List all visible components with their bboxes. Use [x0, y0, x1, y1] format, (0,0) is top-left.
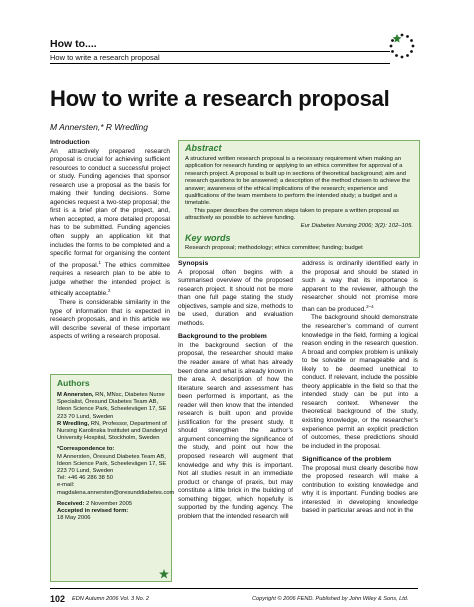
- intro-heading: Introduction: [50, 139, 90, 146]
- abstract-body: [185, 156, 413, 230]
- author-2: R Wredling, RN, Professor, Department of Nursing Karolinska Institutet and Danderyd University Hospital, Stockholm, Sweden: [57, 420, 168, 442]
- keywords-text: Research proposal; methodology; ethics committee; funding; budget: [185, 245, 363, 251]
- abstract-paragraph-1: A structured written research proposal is a necessary requirement when making an application for research funding or applying to an ethics committee for approval of a research project. A proposal is built up in sections of theoretical background; aim and research questions to be answered; a description of the method chosen to achieve the answer; awareness of the ethical implications of the research; experience and qualifications of the team members to perform the intended study; a budget and a timetable.: [185, 156, 410, 207]
- significance-paragraph: The proposal must clearly describe how the proposed research will make a contribution to existing knowledge and why it is important. Funding bodies are interested in developing knowledge based in particular areas and not in the: [302, 464, 418, 515]
- keywords-heading: Key words: [185, 233, 231, 243]
- accepted-date: 18 May 2006: [57, 515, 91, 522]
- header-rule-bottom: [50, 63, 390, 64]
- significance-heading: Significance of the problem: [302, 456, 392, 464]
- right-paragraph-2: The background should demonstrate the researcher’s command of current knowledge in the field, forming a logical reason ending in the research question. A broad and complex problem is unlikely to be solvable or manageable and is likely to be deemed unethical to conduct. If relevant, include the possible theory applicable in the field so that the intended study can be put into a research context. Whenever the theoretical background of the study, existing knowledge, or the researcher’s experience permit an explicit prediction of outcomes, these predictions should be included in the proposal.: [302, 314, 418, 450]
- star-icon: [159, 569, 169, 579]
- intro-paragraph-2: There is considerable similarity in the type of information that is expected in research proposals, and in this article we will describe several of these important aspects of writing a research proposal.: [50, 299, 170, 341]
- background-paragraph: In the background section of the proposal, the researcher should make the reader aware of what has already been done and what is already known in the area. A description of how the literature search and assessment has been performed is important, as the reader will then know that the intended research is built upon and provide justification for the present study. It should strengthen the author’s argument concerning the significance of the study, and point out how the proposed research will augment that knowledge and why this is important. Not all studies result in an immediate product or change of praxis, but may constitute a little brick in the building of something bigger, which hopefully is supported by the funding agency. The problem that the intended research will: [178, 341, 293, 520]
- background-heading: Background to the problem: [178, 333, 267, 341]
- journal-issue: EDN Autumn 2006 Vol. 3 No. 2: [72, 596, 150, 602]
- section-subtitle: How to write a research proposal: [50, 53, 160, 62]
- abstract-heading: Abstract: [185, 143, 222, 153]
- abstract-box: [178, 140, 420, 258]
- intro-paragraph-1: An attractively prepared research proposal is crucial for achieving sufficient resources to conduct a successful project or study. Funding agencies that sponsor research use a proposal as the basis for making their funding decisions. Some agencies request a two-step proposal; the first is a brief plan of the project, and, when accepted, a more detailed proposal has to be submitted. Funding agencies often supply an application kit that includes the forms to be completed and a specific format for organising the content of the proposal.$^1$ The ethics committee requires a research plan to be able to judge whether the intended project is ethically acceptable.$^2$: [50, 147, 170, 298]
- correspondence-address: M Annersten, Öresund Diabetes Team AB, Ideon Science Park, Scheelevägen 17, SE 223 70 Lund, Sweden: [57, 453, 167, 475]
- middle-column: [178, 260, 293, 521]
- section-label: How to....: [50, 38, 97, 50]
- eu-stars-logo: [388, 32, 416, 60]
- authors-details: [57, 392, 175, 522]
- correspondence-email: e-mail: magdalena.annersten@oresunddiabetes.com: [57, 482, 175, 496]
- received-date: Received: 2 November 2005: [57, 500, 133, 507]
- author-byline: M Annersten,* R Wredling: [50, 122, 148, 132]
- copyright-notice: Copyright © 2006 FEND. Published by John Wiley & Sons, Ltd.: [252, 596, 409, 602]
- intro-column: [50, 139, 170, 342]
- header-rule: [50, 51, 390, 52]
- abstract-citation: Eur Diabetes Nursing 2006; 3(2): 102–105.: [300, 222, 413, 229]
- author-1: M Annersten, RN, MNsc, Diabetes Nurse Specialist, Öresund Diabetes Team AB, Ideon Science Park, Scheelevägen 17, SE 223 70 Lund, Sweden: [57, 392, 167, 420]
- authors-heading: Authors: [57, 378, 90, 388]
- synopsis-paragraph: A proposal often begins with a summarised overview of the proposed research project. It should not be more than one full page stating the study objectives, sample and size, methods to be used, duration and evaluation methods.: [178, 268, 293, 327]
- accepted-heading: Accepted in revised form:: [57, 508, 129, 515]
- footer-rule: [50, 588, 418, 589]
- abstract-paragraph-2: This paper describes the common steps taken to prepare a written proposal as attractively as possible to achieve funding.: [185, 207, 399, 222]
- article-title: How to write a research proposal: [50, 86, 390, 111]
- authors-box: [50, 374, 175, 582]
- correspondence-heading: *Correspondence to:: [57, 446, 115, 453]
- right-paragraph-1: address is ordinarily identified early in the proposal and should be stated in such a way that its importance is apparent to the reviewer, although the researcher should not promise more than can be produced.$^{2-4}$: [302, 260, 418, 313]
- synopsis-heading: Synopsis: [178, 260, 209, 267]
- page-number: 102: [50, 594, 66, 604]
- correspondence-tel: Tel: +46 46 286 38 50: [57, 475, 113, 482]
- right-column: [302, 260, 418, 516]
